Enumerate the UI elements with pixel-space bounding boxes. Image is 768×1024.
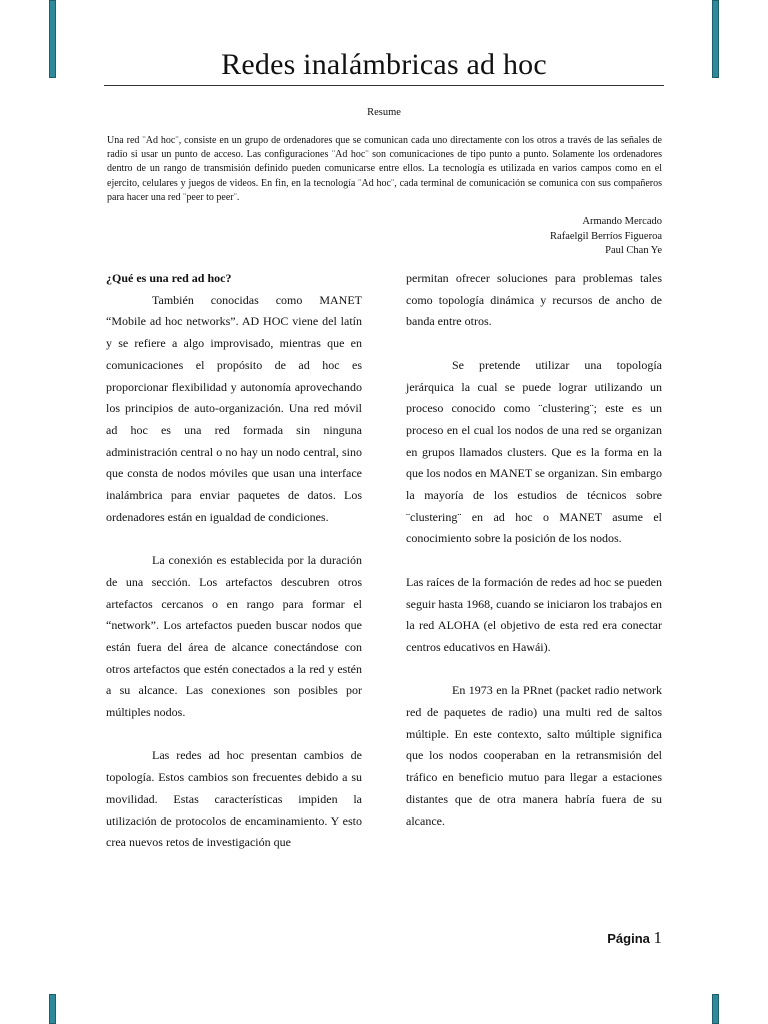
corner-bar-bottom-right <box>712 994 719 1024</box>
body-paragraph: Las raíces de la formación de redes ad hoc se pueden seguir hasta 1968, cuando se iniciaron los trabajos en la red ALOHA (el objetivo de esta red era conectar centros educativos en Hawái). <box>406 574 662 654</box>
body-paragraph: Las redes ad hoc presentan cambios de topología. Estos cambios son frecuentes debido a su movilidad. Estas características impiden la utilización de protocolos de encaminamiento. Y esto crea nuevos retos de investigación que <box>106 748 362 850</box>
body-paragraph: permitan ofrecer soluciones para problemas tales como topología dinámica y recursos de ancho de banda entre otros. <box>406 271 662 329</box>
body-paragraph: La conexión es establecida por la duración de una sección. Los artefactos descubren otros artefactos cercanos o en rango para formar el “network”. Los artefactos pueden buscar nodos que están fuera del área de alcance conectándose con otros artefactos que estén conectados a la red y estén a su alcance. Las conexiones son posibles por múltiples nodos. <box>106 553 362 720</box>
right-column <box>406 268 662 832</box>
page-title: Redes inalámbricas ad hoc <box>221 48 547 81</box>
author-list <box>550 215 662 259</box>
abstract-text: Una red ¨Ad hoc¨, consiste en un grupo de ordenadores que se comunican cada uno directamente con los otros a través de las señales de radio si usar un punto de acceso. Las configuraciones ¨Ad hoc¨ son comunicaciones de tipo punto a punto. Solamente los ordenadores dentro de un rango de transmisión definido pueden comunicarse entre ellos. La tecnología es utilizada en varios campos como en el ejercito, celulares y juegos de videos. En fin, en la tecnología ¨Ad hoc¨, cada terminal de comunicación se comunica con sus compañeros para hacer una red ¨peer to peer¨. <box>107 135 662 203</box>
author-name: Armando Mercado <box>582 216 662 227</box>
author-name: Rafaelgil Berríos Figueroa <box>550 230 662 242</box>
page-label: Página <box>607 931 650 946</box>
title-divider <box>104 85 664 86</box>
corner-bar-bottom-left <box>49 994 56 1024</box>
left-column <box>106 268 362 854</box>
body-paragraph: En 1973 en la PRnet (packet radio network red de paquetes de radio) una multi red de saltos múltiple. En este contexto, salto múltiple significa que los nodos cooperaban en la retransmisión del tráfico en beneficio mutuo para llegar a estaciones distantes que de otra manera habría fuera de su alcance. <box>406 683 662 828</box>
page-number: 1 <box>653 928 662 947</box>
body-paragraph: También conocidas como MANET “Mobile ad hoc networks”. AD HOC viene del latín y se refiere a algo improvisado, mientras que en comunicaciones el propósito de ad hoc es proporcionar flexibilidad y autonomía aprovechando los principios de auto-organización. Una red móvil ad hoc es una red formada sin ninguna administración central o no hay un nodo central, sino que consta de nodos móviles que usan una interface inalámbrica para enviar paquetes de datos. Los ordenadores están en igualdad de condiciones. <box>106 292 362 524</box>
resume-heading: Resume <box>367 107 401 118</box>
body-paragraph: Se pretende utilizar una topología jerárquica la cual se puede lograr utilizando un proceso conocido como ¨clustering¨; este es un proceso en el cual los nodos de una red se organizan en grupos llamados clusters. Que es la forma en la que los nodos en MANET se organizan. Sin embargo la mayoría de los estudios de técnicos sobre ¨clustering¨ en ad hoc o MANET asume el conocimiento sobre la posición de los nodos. <box>406 357 662 546</box>
author-name: Paul Chan Ye <box>605 245 662 256</box>
page-footer <box>607 928 662 948</box>
section-heading: ¿Qué es una red ad hoc? <box>106 271 232 285</box>
